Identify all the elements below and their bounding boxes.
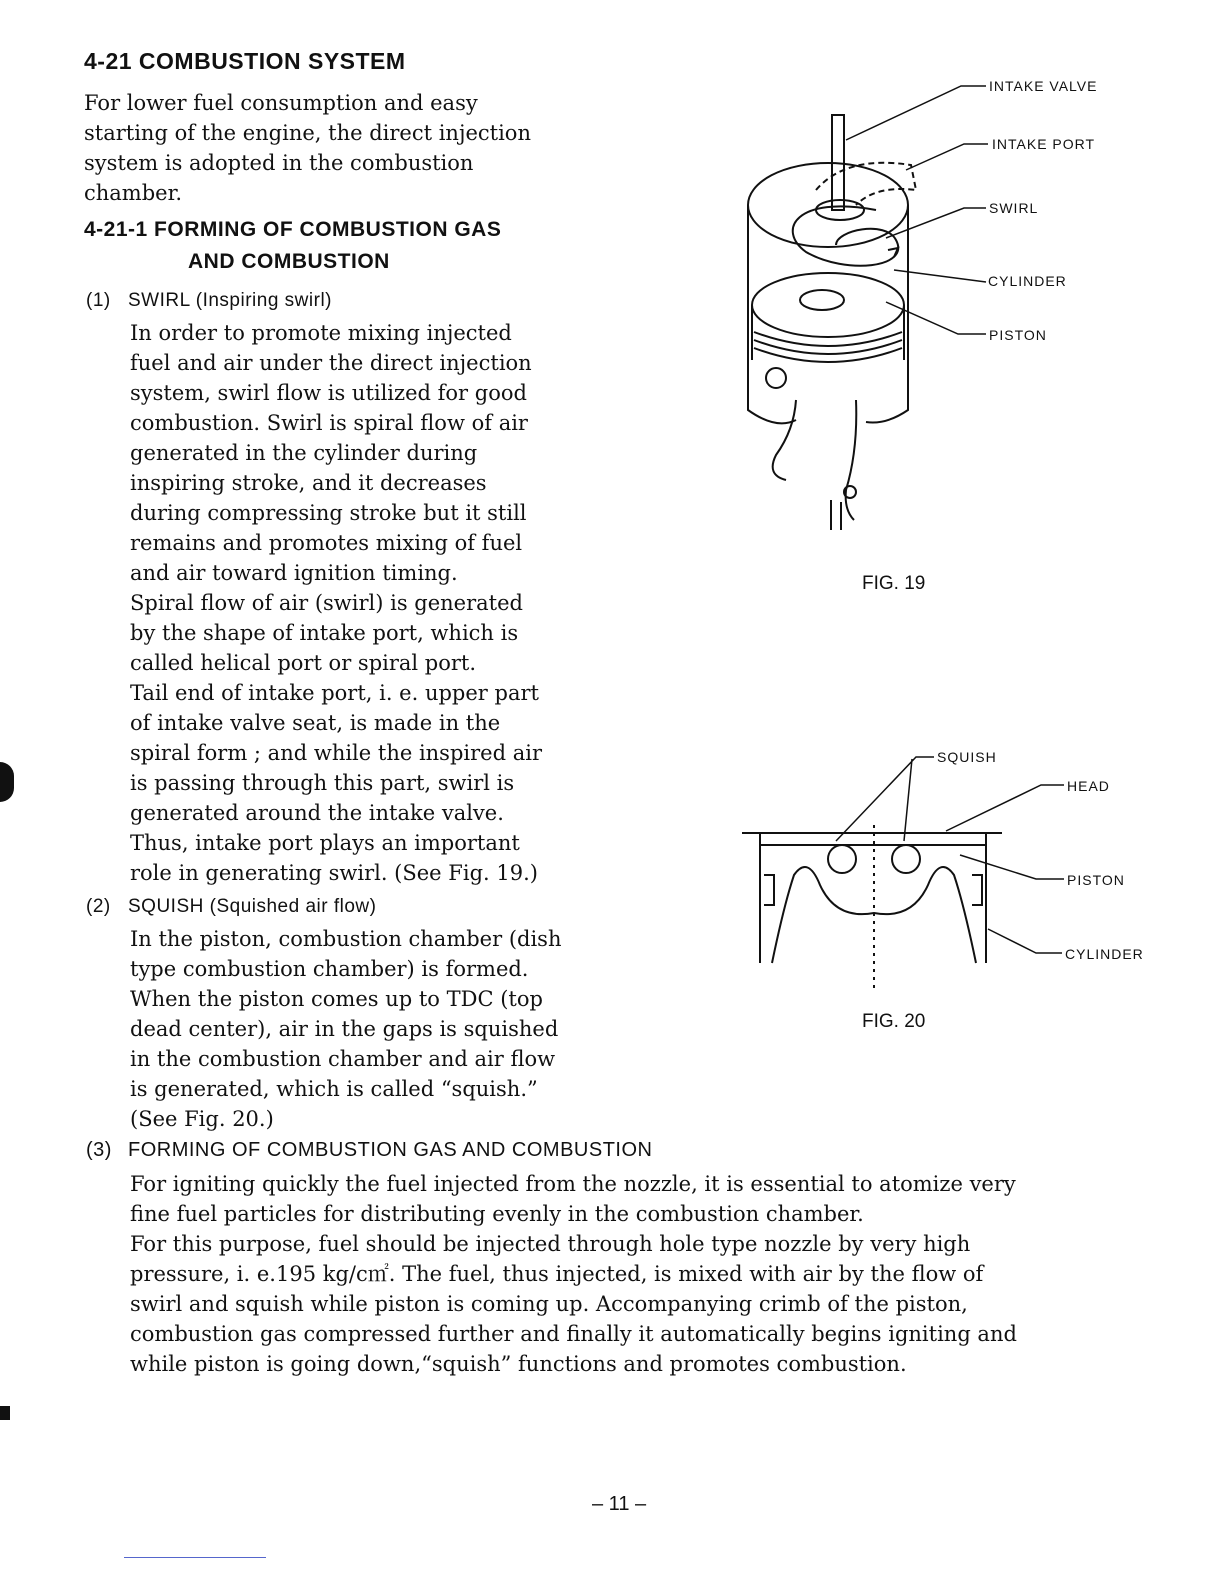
subsection-heading: 4-21-1 FORMING OF COMBUSTION GAS xyxy=(84,218,502,241)
page-edge-mark xyxy=(0,1406,10,1420)
forming-paragraph xyxy=(130,1169,1170,1379)
label-head: HEAD xyxy=(1067,778,1110,794)
swirl-line: role in generating swirl. (See Fig. 19.) xyxy=(130,861,538,885)
swirl-line: Thus, intake port plays an important xyxy=(130,831,520,855)
leader-head xyxy=(946,785,1064,831)
swirl-line: Spiral flow of air (swirl) is generated xyxy=(130,591,523,615)
squish-line: is generated, which is called “squish.” xyxy=(130,1077,538,1101)
cylinder-walls xyxy=(748,205,908,423)
combustion-bowl xyxy=(800,290,844,310)
squish-line: (See Fig. 20.) xyxy=(130,1107,274,1131)
swirl-line: inspiring stroke, and it decreases xyxy=(130,471,487,495)
intro-line: system is adopted in the combustion xyxy=(84,151,474,175)
piston-crown xyxy=(752,273,904,337)
page-number: – 11 – xyxy=(592,1493,647,1515)
swirl-heading xyxy=(86,290,332,312)
swirl-line: In order to promote mixing injected xyxy=(130,321,512,345)
leader-cylinder xyxy=(988,929,1062,953)
item-number: (1) xyxy=(86,290,111,311)
squish-vortex-right xyxy=(892,845,920,873)
swirl-line: is passing through this part, swirl is xyxy=(130,771,515,795)
forming-line: For igniting quickly the fuel injected from the nozzle, it is essential to atomize very xyxy=(130,1172,1016,1196)
intro-line: starting of the engine, the direct injection xyxy=(84,121,531,145)
label-piston: PISTON xyxy=(989,327,1047,343)
footer-rule xyxy=(124,1557,266,1558)
leader-squish xyxy=(836,757,934,841)
item-number: (2) xyxy=(86,896,111,917)
swirl-line: system, swirl flow is utilized for good xyxy=(130,381,527,405)
fig20-caption: FIG. 20 xyxy=(862,1011,926,1032)
item-title: SWIRL (Inspiring swirl) xyxy=(128,290,332,311)
label-squish: SQUISH xyxy=(937,749,997,765)
cylinder-head-line xyxy=(742,833,1002,845)
binding-hole-mark xyxy=(0,762,14,802)
squish-line: In the piston, combustion chamber (dish xyxy=(130,927,562,951)
fig20-leaders xyxy=(836,757,1064,953)
cylinder-top-ellipse xyxy=(748,163,908,247)
forming-line: pressure, i. e.195 kg/c㎡. The fuel, thus injected, is mixed with air by the flow of xyxy=(130,1262,984,1286)
piston-pin xyxy=(766,368,786,388)
squish-vortex-left xyxy=(828,845,856,873)
item-title: FORMING OF COMBUSTION GAS AND COMBUSTION xyxy=(128,1139,653,1161)
forming-line: combustion gas compressed further and finally it automatically begins igniting and xyxy=(130,1322,1017,1346)
forming-line: fine fuel particles for distributing evenly in the combustion chamber. xyxy=(130,1202,864,1226)
squish-line: in the combustion chamber and air flow xyxy=(130,1047,556,1071)
fig20-drawing xyxy=(742,825,1002,990)
subsection-heading-cont: AND COMBUSTION xyxy=(188,250,390,273)
piston-skirt xyxy=(752,305,904,360)
swirl-line: spiral form ; and while the inspired air xyxy=(130,741,542,765)
fig19-caption: FIG. 19 xyxy=(862,573,926,594)
swirl-line: fuel and air under the direct injection xyxy=(130,351,532,375)
intro-line: For lower fuel consumption and easy xyxy=(84,91,478,115)
leader-intake-valve xyxy=(846,86,986,140)
squish-heading xyxy=(86,896,376,918)
fig19-diagram xyxy=(736,70,1156,540)
intro-line: chamber. xyxy=(84,181,182,205)
swirl-line: Tail end of intake port, i. e. upper part xyxy=(130,681,539,705)
forming-line: while piston is going down,“squish” functions and promotes combustion. xyxy=(130,1352,907,1376)
label-cylinder: CYLINDER xyxy=(1065,946,1144,962)
label-piston: PISTON xyxy=(1067,872,1125,888)
swirl-line: combustion. Swirl is spiral flow of air xyxy=(130,411,528,435)
swirl-line: called helical port or spiral port. xyxy=(130,651,477,675)
swirl-paragraph xyxy=(130,318,610,888)
leader-piston xyxy=(886,302,986,334)
swirl-line: generated around the intake valve. xyxy=(130,801,504,825)
squish-line: When the piston comes up to TDC (top xyxy=(130,987,543,1011)
swirl-line: remains and promotes mixing of fuel xyxy=(130,531,523,555)
connecting-rod xyxy=(773,400,857,530)
swirl-line: during compressing stroke but it still xyxy=(130,501,527,525)
leader-intake-port xyxy=(906,144,988,170)
item-number: (3) xyxy=(86,1139,112,1161)
squish-line: dead center), air in the gaps is squished xyxy=(130,1017,559,1041)
squish-line: type combustion chamber) is formed. xyxy=(130,957,529,981)
label-cylinder: CYLINDER xyxy=(988,273,1067,289)
forming-line: For this purpose, fuel should be injected through hole type nozzle by very high xyxy=(130,1232,971,1256)
forming-line: swirl and squish while piston is coming up. Accompanying crimb of the piston, xyxy=(130,1292,968,1316)
intro-paragraph xyxy=(84,88,604,208)
swirl-arrow xyxy=(888,248,898,257)
fig20-diagram xyxy=(736,745,1166,995)
section-heading: 4-21 COMBUSTION SYSTEM xyxy=(84,48,406,74)
swirl-line: generated in the cylinder during xyxy=(130,441,478,465)
fig19-drawing xyxy=(748,115,916,530)
label-intake-port: INTAKE PORT xyxy=(992,136,1096,152)
swirl-line: of intake valve seat, is made in the xyxy=(130,711,501,735)
label-intake-valve: INTAKE VALVE xyxy=(989,78,1098,94)
item-title: SQUISH (Squished air flow) xyxy=(128,896,377,917)
fig19-leaders xyxy=(846,86,988,334)
swirl-line: and air toward ignition timing. xyxy=(130,561,458,585)
label-swirl: SWIRL xyxy=(989,200,1039,216)
squish-paragraph xyxy=(130,924,610,1134)
forming-heading xyxy=(86,1139,652,1162)
swirl-line: by the shape of intake port, which is xyxy=(130,621,519,645)
